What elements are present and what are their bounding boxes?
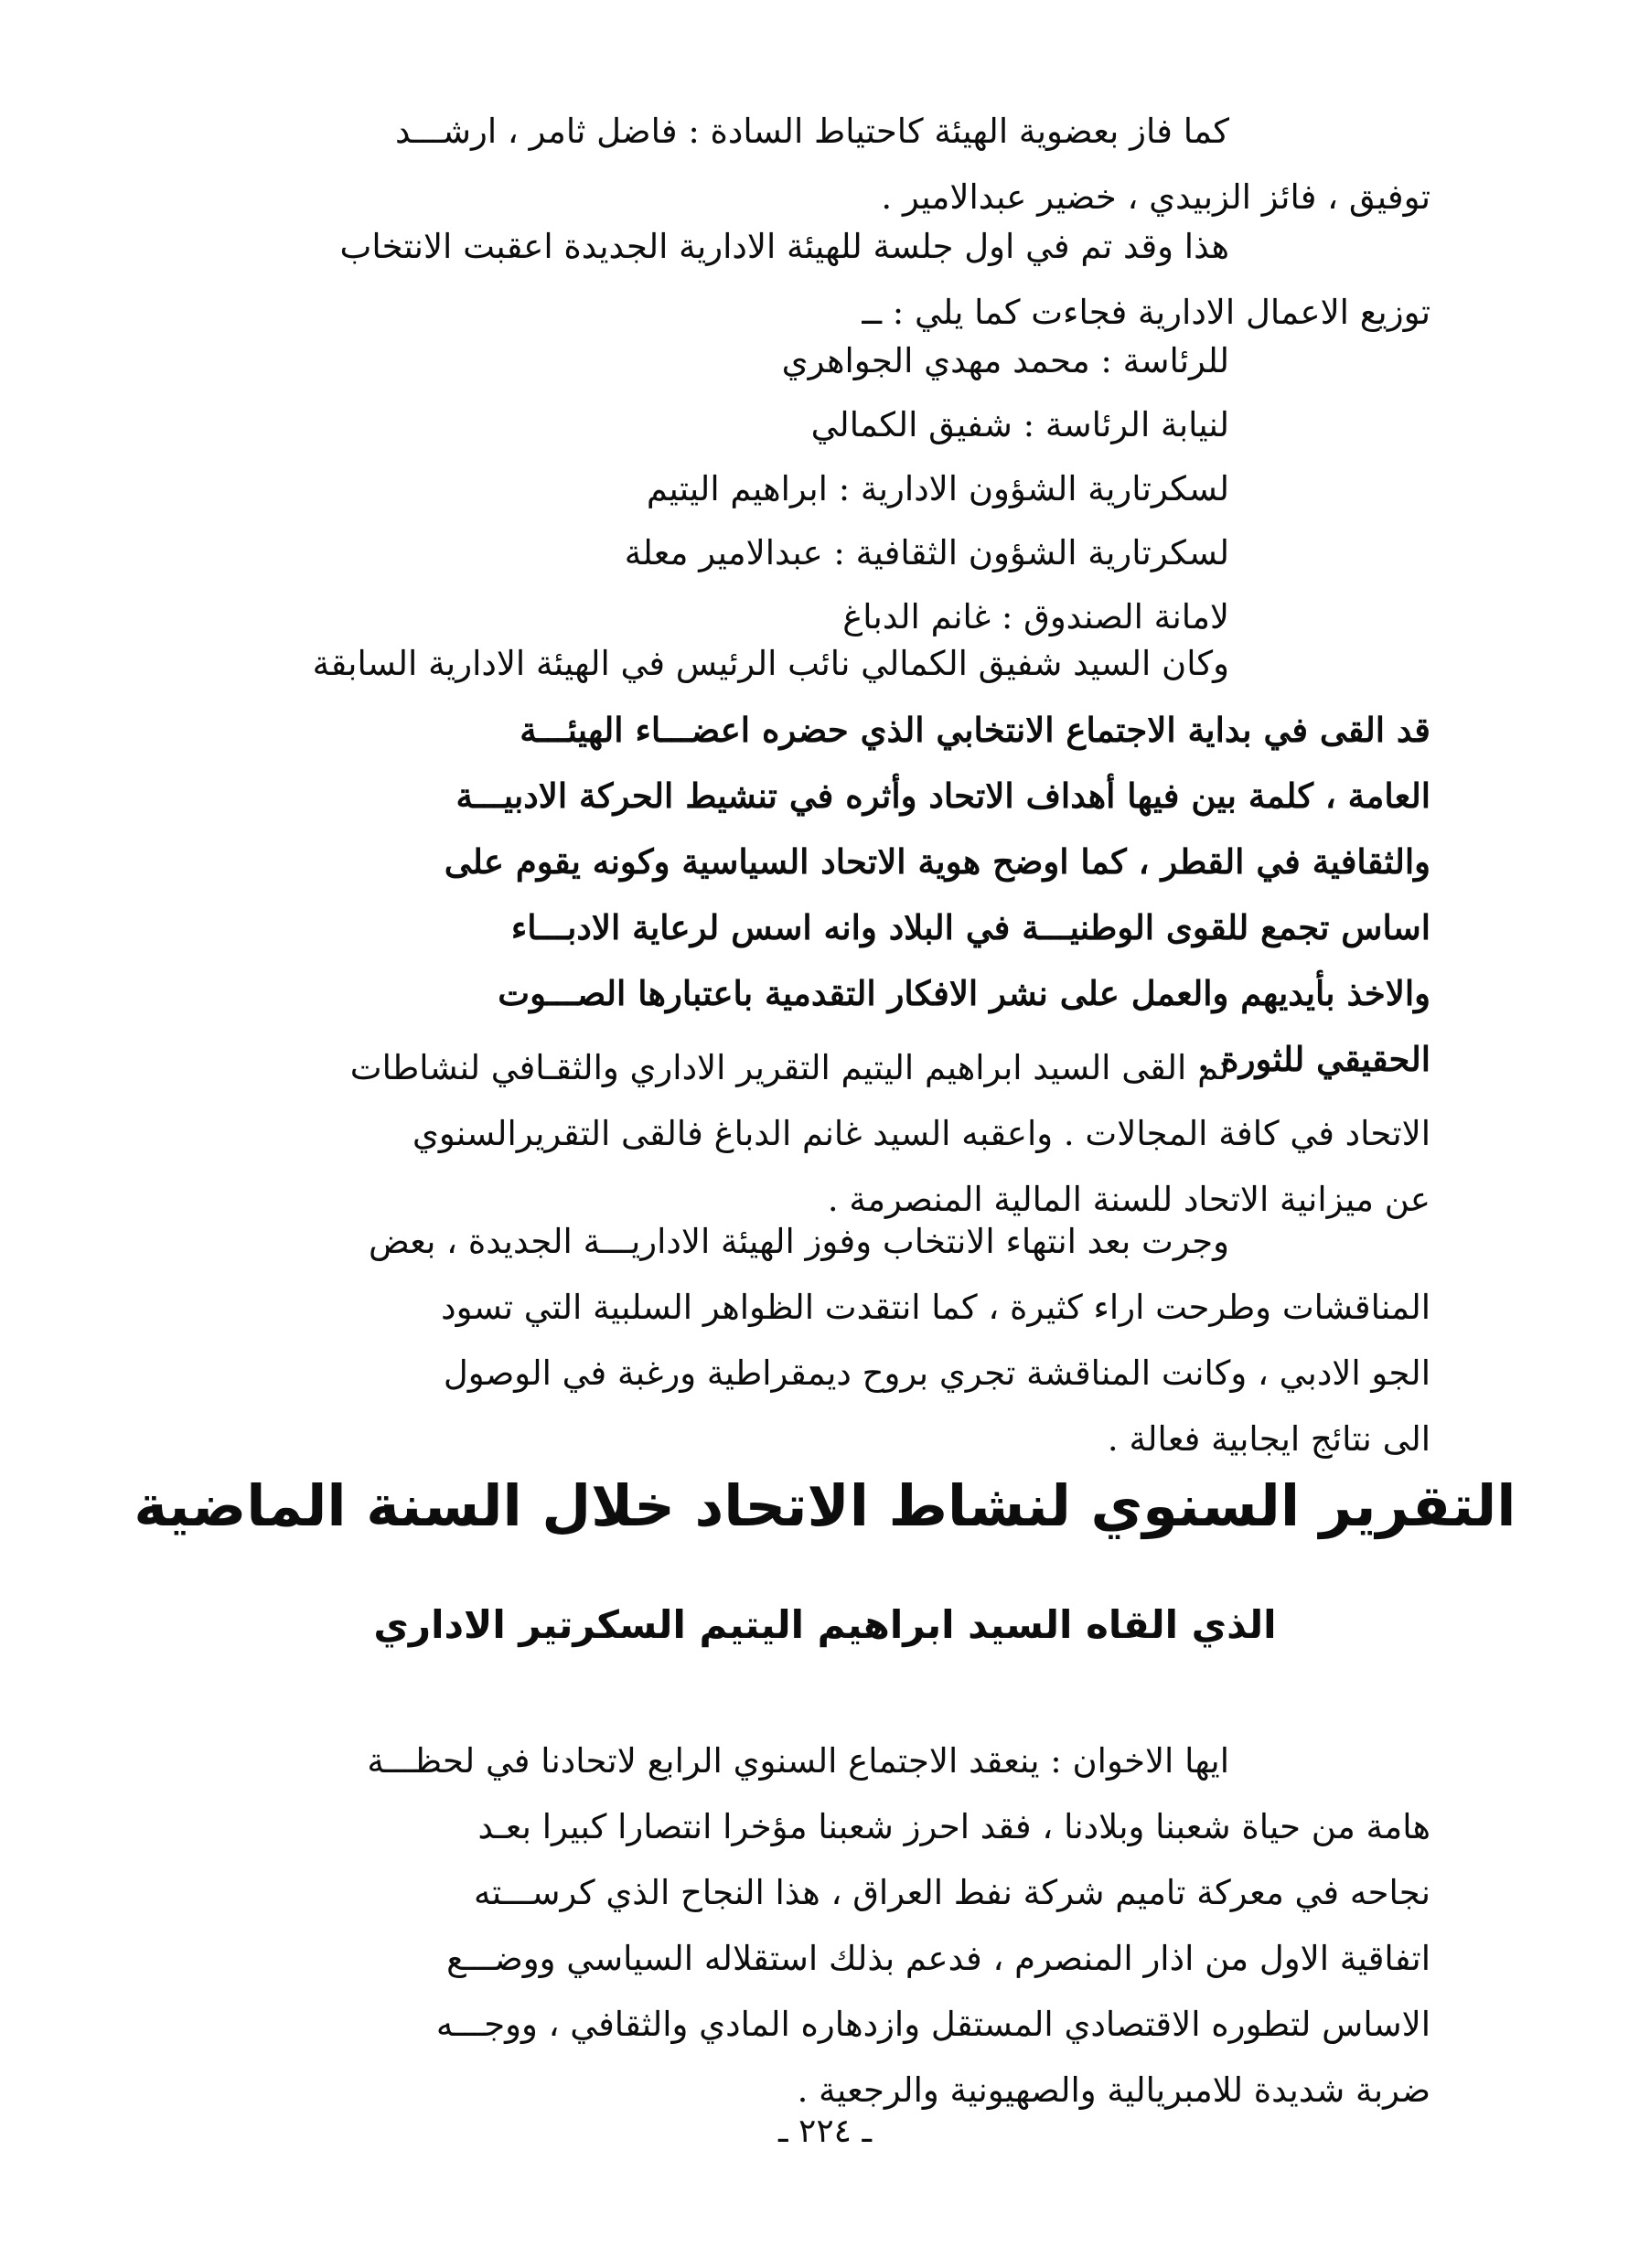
text-line: اتفاقية الاول من اذار المنصرم ، فدعم بذلك استقلاله السياسي ووضـــع xyxy=(446,1939,1430,1978)
text-line: المناقشات وطرحت اراء كثيرة ، كما انتقدت الظواهر السلبية التي تسود xyxy=(441,1288,1430,1327)
assignment-list xyxy=(214,329,1430,649)
paragraph-discussions xyxy=(214,1209,1430,1472)
report-title: التقرير السنوي لنشاط الاتحاد خلال السنة الماضية xyxy=(134,1472,1516,1539)
page-number: ـ ٢٢٤ ـ xyxy=(777,2113,872,2150)
text-line: الاتحاد في كافة المجالات . واعقبه السيد غانم الدباغ فالقى التقريرالسنوي xyxy=(412,1114,1430,1153)
text-line: الجو الادبي ، وكانت المناقشة تجري بروح ديمقراطية ورغبة في الوصول xyxy=(443,1353,1430,1393)
report-subtitle: الذي القاه السيد ابراهيم اليتيم السكرتير الاداري xyxy=(373,1602,1277,1647)
text-line: والاخذ بأيديهم والعمل على نشر الافكار التقدمية باعتبارها الصـــوت xyxy=(498,973,1430,1013)
text-line: توزيع الاعمال الادارية فجاءت كما يلي : ــ xyxy=(862,293,1430,332)
text-line: وكان السيد شفيق الكمالي نائب الرئيس في الهيئة الادارية السابقة xyxy=(312,644,1229,683)
text-line: هذا وقد تم في اول جلسة للهيئة الادارية الجديدة اعقبت الانتخاب xyxy=(339,227,1229,266)
text-line: عن ميزانية الاتحاد للسنة المالية المنصرمة . xyxy=(827,1180,1430,1219)
assignment-item: لامانة الصندوق : غانم الدباغ xyxy=(842,597,1229,637)
text-line: العامة ، كلمة بين فيها أهداف الاتحاد وأثره في تنشيط الحركة الادبيـــة xyxy=(455,776,1430,816)
text-line: هامة من حياة شعبنا وبلادنا ، فقد احرز شعبنا مؤخرا انتصارا كبيرا بعـد xyxy=(477,1807,1430,1846)
paragraph-reports xyxy=(214,1035,1430,1233)
text-line: ايها الاخوان : ينعقد الاجتماع السنوي الرابع لاتحادنا في لحظـــة xyxy=(367,1741,1229,1781)
paragraph-first-session xyxy=(214,214,1430,346)
assignment-item: لنيابة الرئاسة : شفيق الكمالي xyxy=(810,405,1229,444)
text-line: والثقافية في القطر ، كما اوضح هوية الاتحاد السياسية وكونه يقوم على xyxy=(444,841,1430,882)
paragraph-report-opening xyxy=(214,1728,1430,2124)
text-line: اساس تجمع للقوى الوطنيـــة في البلاد وانه اسس لرعاية الادبـــاء xyxy=(510,907,1430,947)
assignment-item: لسكرتارية الشؤون الثقافية : عبدالامير معلة xyxy=(624,533,1229,572)
text-line: كما فاز بعضوية الهيئة كاحتياط السادة : فاضل ثامر ، ارشـــد xyxy=(395,112,1229,151)
text-line: وجرت بعد انتهاء الانتخاب وفوز الهيئة الاداريـــة الجديدة ، بعض xyxy=(368,1222,1229,1261)
text-line: الاساس لتطوره الاقتصادي المستقل وازدهاره المادي والثقافي ، ووجـــه xyxy=(435,2005,1430,2044)
text-line: توفيق ، فائز الزبيدي ، خضير عبدالامير . xyxy=(881,177,1430,217)
text-line: ضربة شديدة للامبريالية والصهيونية والرجعية . xyxy=(797,2070,1430,2110)
text-line: الى نتائج ايجابية فعالة . xyxy=(1107,1419,1430,1459)
assignment-item: لسكرتارية الشؤون الادارية : ابراهيم اليتيم xyxy=(646,469,1229,508)
assignment-item: للرئاسة : محمد مهدي الجواهري xyxy=(781,341,1229,380)
text-line: ثم القى السيد ابراهيم اليتيم التقرير الاداري والثقـافي لنشاطات xyxy=(349,1048,1229,1087)
text-line: نجاحه في معركة تاميم شركة نفط العراق ، هذا النجاح الذي كرســـته xyxy=(474,1873,1430,1912)
paragraph-reserve-members xyxy=(214,99,1430,230)
paragraph-kamali-speech xyxy=(214,631,1430,1092)
text-line: الحقيقي للثورة . xyxy=(1197,1039,1430,1079)
text-line: قد القى في بداية الاجتماع الانتخابي الذي حضره اعضـــاء الهيئـــة xyxy=(520,710,1430,750)
